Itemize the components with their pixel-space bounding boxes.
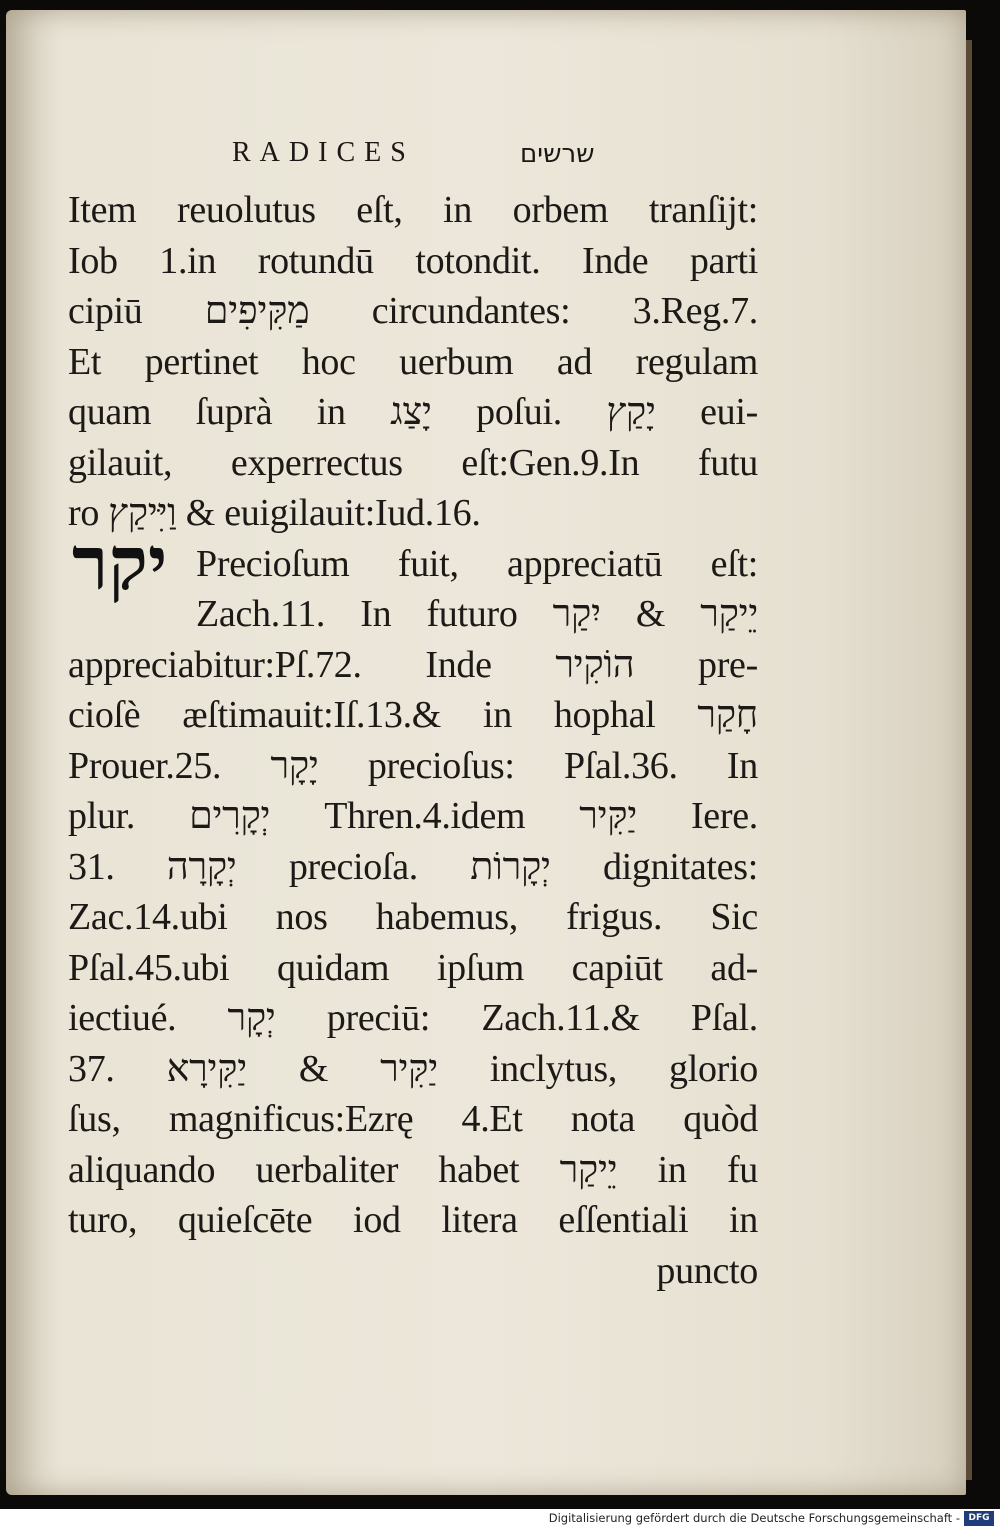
text-line: cipiū מַקִּיפִים circundantes: 3.Reg.7. [68,290,758,332]
text-line: Precioſum fuit, appreciatū eſt: [196,542,758,585]
body-text [68,185,758,1296]
text-line: 37. יַקִּיר & יַקִּירָא inclytus, glorio [68,1047,758,1090]
text-line: turo, quieſcēte iod litera eſſentiali in [68,1199,758,1241]
text-line: ro וַיִּיקַץ & euigilauit:Iud.16. [68,492,481,534]
hebrew-drop-cap: יקר [72,521,168,607]
text-line: Prouer.25. יָקָר precioſus: Pſal.36. In [68,744,758,787]
text-line: Zach.11. In futuro יֵיקַר & יִקַר [196,593,758,635]
text-line: iectiué. יְקָר preciū: Zach.11.& Pſal. [68,997,758,1039]
text-line: Iob 1.in rotundū totondit. Inde parti [68,239,758,282]
text-line: Pſal.45.ubi quidam ipſum capiūt ad- [68,946,758,989]
text-line: gilauit, experrectus eſt:Gen.9.In futu [68,441,758,484]
dfg-logo-icon: DFG [964,1511,994,1526]
text-line: plur. יְקָרִים Thren.4.idem יַקִּיר Iere. [68,795,758,837]
running-header [0,137,1000,177]
header-hebrew-title: שרשים [520,139,595,169]
text-line: quam ſuprà in יָצַג poſui. יָקַץ eui- [68,391,758,433]
text-line: appreciabitur:Pſ.72. Inde הוֹקִיר pre- [68,643,758,686]
text-line: Et pertinet hoc uerbum ad regulam [68,340,758,383]
catchword: puncto [656,1249,758,1292]
text-line: cioſè æſtimauit:Iſ.13.& in hophal חָקַר [68,694,758,736]
funding-credit: Digitalisierung gefördert durch die Deutsche Forschungsgemeinschaft - [548,1511,960,1525]
header-latin-title: RADICES [232,137,415,168]
text-line: Item reuolutus eſt, in orbem tranſijt: [68,189,758,231]
page-edge [966,40,972,1480]
text-line: 31. יְקָרָה precioſa. יְקָרוֹת dignitates: [68,845,758,888]
text-line: Zac.14.ubi nos habemus, frigus. Sic [68,896,758,938]
digitization-footer [0,1509,1000,1529]
text-line: aliquando uerbaliter habet יֵיקַר in fu [68,1148,758,1191]
text-line: ſus, magnificus:Ezrę 4.Et nota quòd [68,1098,758,1140]
